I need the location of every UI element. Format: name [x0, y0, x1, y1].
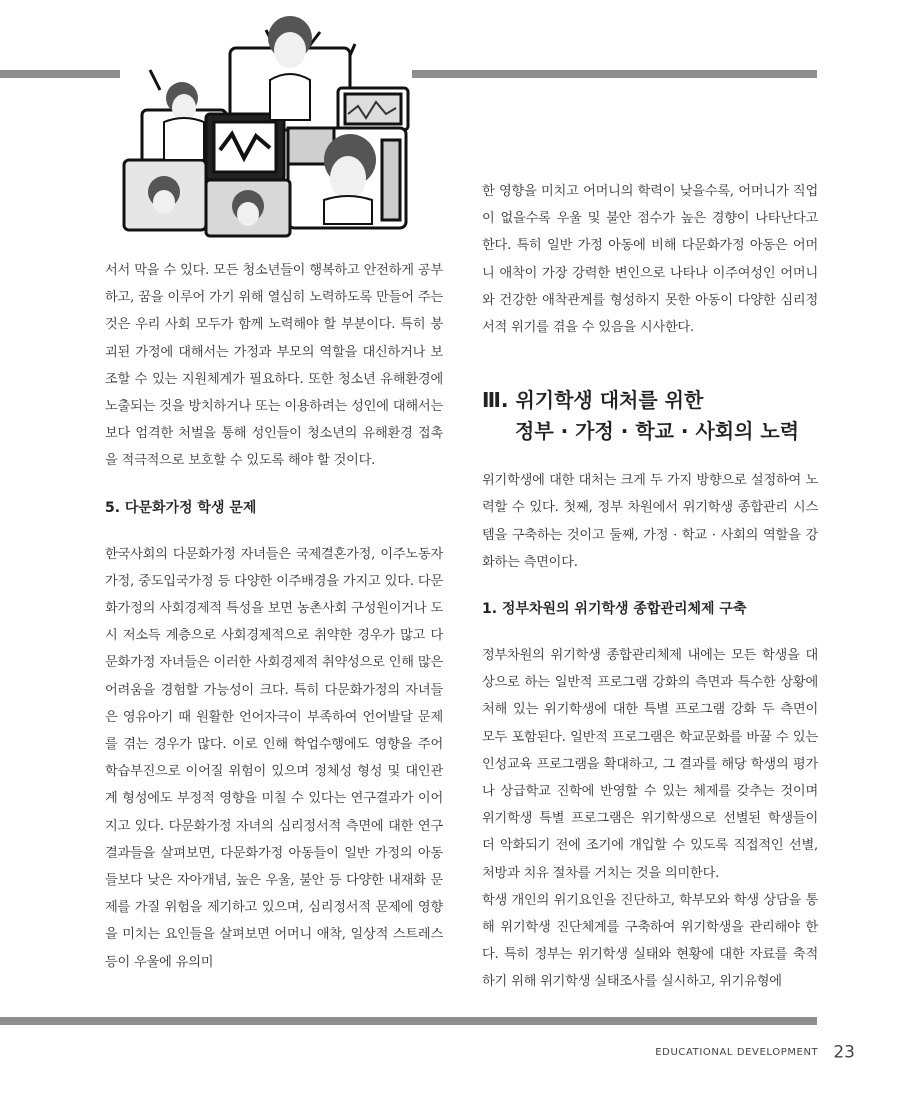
right-column [482, 178, 818, 996]
right-paragraph-2: 위기학생에 대한 대처는 크게 두 가지 방향으로 설정하여 노력할 수 있다. 첫째, 정부 차원에서 위기학생 종합관리 시스템을 구축하는 것이고 둘째, 가정 · 학교 · 사회의 역할을 강화하는 측면이다. [482, 473, 818, 570]
left-column [105, 257, 443, 976]
section-3-title [482, 385, 818, 447]
section-5-heading: 5. 다문화가정 학생 문제 [105, 499, 257, 516]
right-paragraph-1: 한 영향을 미치고 어머니의 학력이 낮을수록, 어머니가 직업이 없을수록 우울 및 불안 점수가 높은 경향이 나타난다고 한다. 특히 일반 가정 아동에 비해 다문화가정 아동은 어머니 애착이 가장 강력한 변인으로 나타나 이주여성인 어머니와 건강한 애착관계를 형성하지 못한 아동이 다양한 심리정서적 위기를 겪을 수 있음을 시사한다. [482, 184, 818, 336]
page-footer [655, 1042, 855, 1063]
footer-label: EDUCATIONAL DEVELOPMENT [655, 1047, 819, 1058]
right-paragraph-4: 학생 개인의 위기요인을 진단하고, 학부모와 학생 상담을 통해 위기학생 진단체계를 구축하여 위기학생을 관리해야 한다. 특히 정부는 위기학생 실태와 현황에 대한 자료를 축적하기 위해 위기학생 실태조사를 실시하고, 위기유형에 [482, 892, 818, 990]
left-paragraph-1: 서서 막을 수 있다. 모든 청소년들이 행복하고 안전하게 공부하고, 꿈을 이루어 가기 위해 열심히 노력하도록 만들어 주는 것은 우리 사회 모두가 함께 노력해야 할 부분이다. 특히 붕괴된 가정에 대해서는 가정과 부모의 역할을 대신하거나 보조할 수 있는 지원체계가 필요하다. 또한 청소년 유해환경에 노출되는 것을 방치하거나 또는 이용하려는 성인에 대해서는 보다 엄격한 처벌을 통해 성인들이 청소년의 유해환경 접촉을 적극적으로 보호할 수 있도록 해야 할 것이다. [105, 263, 443, 469]
right-paragraph-3: 정부차원의 위기학생 종합관리체제 내에는 모든 학생을 대상으로 하는 일반적 프로그램 강화의 측면과 특수한 상황에 처해 있는 위기학생에 대한 특별 프로그램 강화 두 측면이 모두 포함된다. 일반적 프로그램은 학교문화를 바꿀 수 있는 인성교육 프로그램을 확대하고, 그 결과를 해당 학생의 평가나 상급학교 진학에 반영할 수 있는 체제를 갖추는 것이며 위기학생 특별 프로그램은 위기학생으로 선별된 학생들이 더 악화되기 전에 조기에 개입할 수 있도록 직접적인 선별, 처방과 치유 절차를 거치는 것을 의미한다. [482, 648, 818, 881]
section-3-title-line2: 정부 · 가정 · 학교 · 사회의 노력 [515, 419, 800, 444]
page-number: 23 [833, 1042, 855, 1063]
left-paragraph-2: 한국사회의 다문화가정 자녀들은 국제결혼가정, 이주노동자가정, 중도입국가정 등 다양한 이주배경을 가지고 있다. 다문화가정의 사회경제적 특성을 보면 농촌사회 구성원이거나 도시 저소득 계층으로 사회경제적으로 취약한 경우가 많고 다문화가정 자녀들은 이러한 사회경제적 취약성으로 인해 많은 어려움을 경험할 가능성이 크다. 특히 다문화가정의 자녀들은 영유아기 때 원활한 언어자극이 부족하여 언어발달 문제를 겪는 경우가 많다. 이로 인해 학업수행에도 영향을 주어 학습부진으로 이어질 위험이 있으며 정체성 형성 및 대인관계 형성에도 부정적 영향을 미칠 수 있다는 연구결과가 이어지고 있다. 다문화가정 자녀의 심리정서적 측면에 대한 연구결과들을 살펴보면, 다문화가정 아동들이 일반 가정의 아동들보다 낮은 자아개념, 높은 우울, 불안 등 다양한 내재화 문제를 가질 위험을 제기하고 있으며, 심리정서적 문제에 영향을 미치는 요인들을 살펴보면 어머니 애착, 일상적 스트레스 등이 우울에 유의미 [105, 546, 443, 970]
section-3-title-line1: Ⅲ. 위기학생 대처를 위한 [482, 388, 704, 413]
tv-children-illustration [120, 10, 412, 242]
bottom-rule [0, 1017, 817, 1025]
subsection-1-heading: 1. 정부차원의 위기학생 종합관리체제 구축 [482, 601, 747, 618]
